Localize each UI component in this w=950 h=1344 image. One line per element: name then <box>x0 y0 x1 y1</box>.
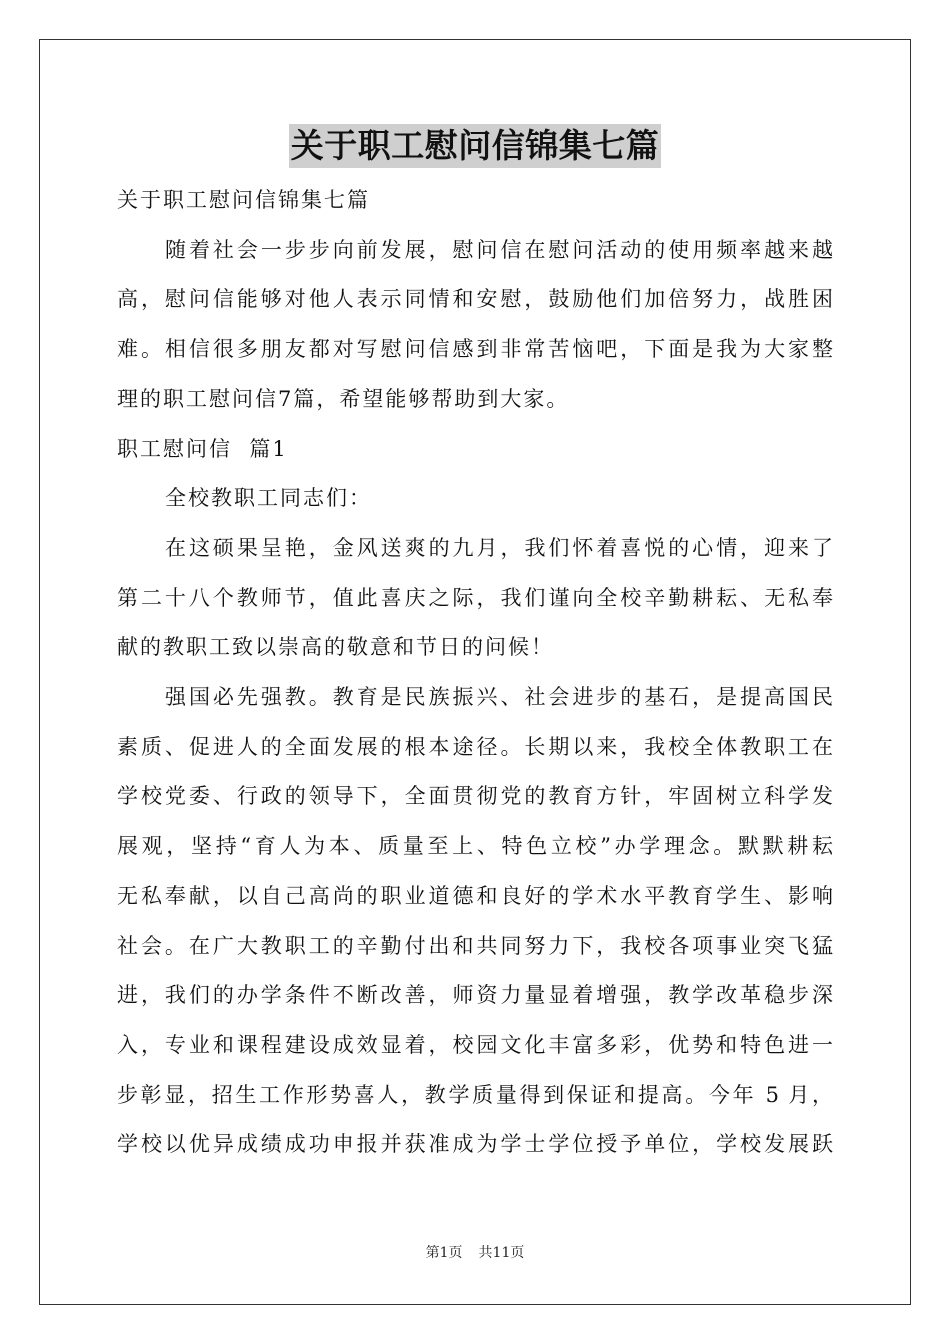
paragraph-line: 入，专业和课程建设成效显着，校园文化丰富多彩，优势和特色进一 <box>117 1032 833 1057</box>
title-container <box>0 124 950 168</box>
paragraph-line: 第二十八个教师节，值此喜庆之际，我们谨向全校辛勤耕耘、无私奉 <box>117 585 833 610</box>
paragraph-line: 随着社会一步步向前发展，慰问信在慰问活动的使用频率越来越 <box>165 237 833 262</box>
paragraph-line: 无私奉献，以自己高尚的职业道德和良好的学术水平教育学生、影响 <box>117 883 833 908</box>
paragraph-line: 献的教职工致以崇高的敬意和节日的问候！ <box>117 635 554 660</box>
paragraph-line: 学校党委、行政的领导下，全面贯彻党的教育方针，牢固树立科学发 <box>117 784 833 809</box>
paragraph-line: 展观，坚持“育人为本、质量至上、特色立校”办学理念。默默耕耘 <box>117 834 833 859</box>
paragraph-line: 学校以优异成绩成功申报并获准成为学士学位授予单位，学校发展跃 <box>117 1132 833 1157</box>
paragraph-line: 强国必先强教。教育是民族振兴、社会进步的基石，是提高国民 <box>165 685 833 710</box>
salutation-line: 全校教职工同志们： <box>165 486 372 511</box>
paragraph-line: 素质、促进人的全面发展的根本途径。长期以来，我校全体教职工在 <box>117 734 833 759</box>
page-footer <box>0 1243 950 1263</box>
paragraph-line: 进，我们的办学条件不断改善，师资力量显着增强，教学改革稳步深 <box>117 983 833 1008</box>
document-body <box>117 176 833 1170</box>
paragraph-line: 难。相信很多朋友都对写慰问信感到非常苦恼吧，下面是我为大家整 <box>117 337 833 362</box>
page-total: 共11页 <box>478 1245 525 1261</box>
page-number: 第1页 <box>425 1245 463 1261</box>
document-title: 关于职工慰问信锦集七篇 <box>289 124 662 168</box>
paragraph-line: 高，慰问信能够对他人表示同情和安慰，鼓励他们加倍努力，战胜困 <box>117 287 833 312</box>
section-heading: 职工慰问信 篇1 <box>117 436 288 461</box>
paragraph-line: 理的职工慰问信7篇，希望能够帮助到大家。 <box>117 386 570 411</box>
paragraph-line: 步彰显，招生工作形势喜人，教学质量得到保证和提高。今年 5 月， <box>117 1082 833 1107</box>
paragraph-line: 社会。在广大教职工的辛勤付出和共同努力下，我校各项事业突飞猛 <box>117 933 833 958</box>
paragraph-line: 在这硕果呈艳，金风送爽的九月，我们怀着喜悦的心情，迎来了 <box>165 535 833 560</box>
subtitle-line: 关于职工慰问信锦集七篇 <box>117 188 370 212</box>
